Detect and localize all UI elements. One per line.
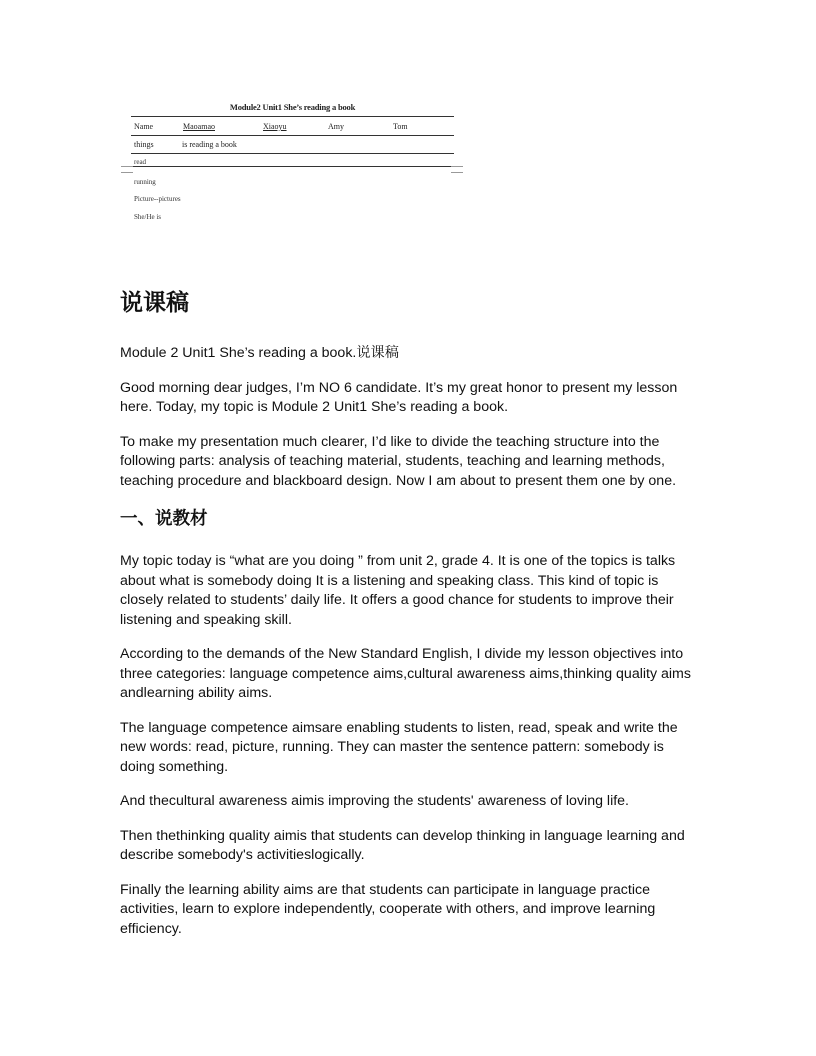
table-header-tom: Tom — [393, 122, 408, 131]
table-header-maoamao: Maoamao — [183, 122, 215, 131]
section-heading-teaching-material: 一、说教材 — [120, 509, 208, 529]
paragraph-language-aims: The language competence aimsare enabling students to listen, read, speak and write the new words: read, picture, running. They can master the sentence pattern: somebody is doing something. — [120, 719, 678, 775]
subtitle-english: Module 2 Unit1 She’s reading a book. — [120, 345, 357, 361]
blackboard-design-image — [120, 100, 465, 225]
table-row-things-label: things — [134, 140, 154, 149]
table-rule-top — [131, 116, 454, 117]
blackboard-title: Module2 Unit1 She’s reading a book — [229, 102, 356, 112]
board-line-read: read — [134, 158, 147, 166]
subtitle-chinese: 说课稿 — [356, 345, 399, 361]
table-edge-mark-right — [451, 166, 463, 173]
intro-paragraph-structure: To make my presentation much clearer, I’d like to divide the teaching structure into the following parts: analysis of teaching material, students, teaching and learning methods, teaching procedure and blackboard design. Now I am about to present them one by one. — [120, 433, 677, 489]
paragraph-objectives: According to the demands of the New Standard English, I divide my lesson objectives into three categories: language competence aims,cultural awareness aims,thinking quality aims andlearning ability aims. — [120, 646, 691, 701]
intro-paragraph-greeting: Good morning dear judges, I’m NO 6 candidate. It’s my great honor to present my lesson here. Today, my topic is Module 2 Unit1 She’s reading a book. — [120, 379, 678, 415]
document-body — [120, 286, 700, 954]
paragraph-thinking-aim: Then thethinking quality aimis that students can develop thinking in language learning and describe somebody's activitieslogically. — [120, 827, 685, 863]
document-subtitle — [120, 344, 700, 364]
paragraph-learning-aims: Finally the learning ability aims are that students can participate in language practice activities, learn to explore independently, cooperate with others, and improve learning efficiency. — [120, 881, 656, 937]
table-header-name: Name — [134, 122, 154, 131]
paragraph-cultural-aim: And thecultural awareness aimis improving the students' awareness of loving life. — [120, 793, 629, 809]
table-edge-mark-left — [121, 166, 133, 173]
board-line-she-he-is: She/He is — [134, 213, 162, 221]
board-line-pictures: Picture--pictures — [134, 195, 181, 203]
table-rule-header — [131, 135, 454, 136]
table-row-things-value: is reading a book — [182, 140, 237, 149]
board-line-running: running — [134, 178, 156, 186]
table-header-xiaoyu: Xiaoyu — [263, 122, 287, 131]
table-header-amy: Amy — [328, 122, 344, 131]
paragraph-topic: My topic today is “what are you doing ” from unit 2, grade 4. It is one of the topics is talks about what is somebody doing It is a listening and speaking class. This kind of topic is closely related to students’ daily life. It offers a good chance for students to improve their listening and speaking skill. — [120, 553, 676, 628]
table-rule-row1 — [131, 153, 454, 154]
table-rule-row2 — [131, 166, 454, 167]
document-title: 说课稿 — [120, 290, 189, 316]
